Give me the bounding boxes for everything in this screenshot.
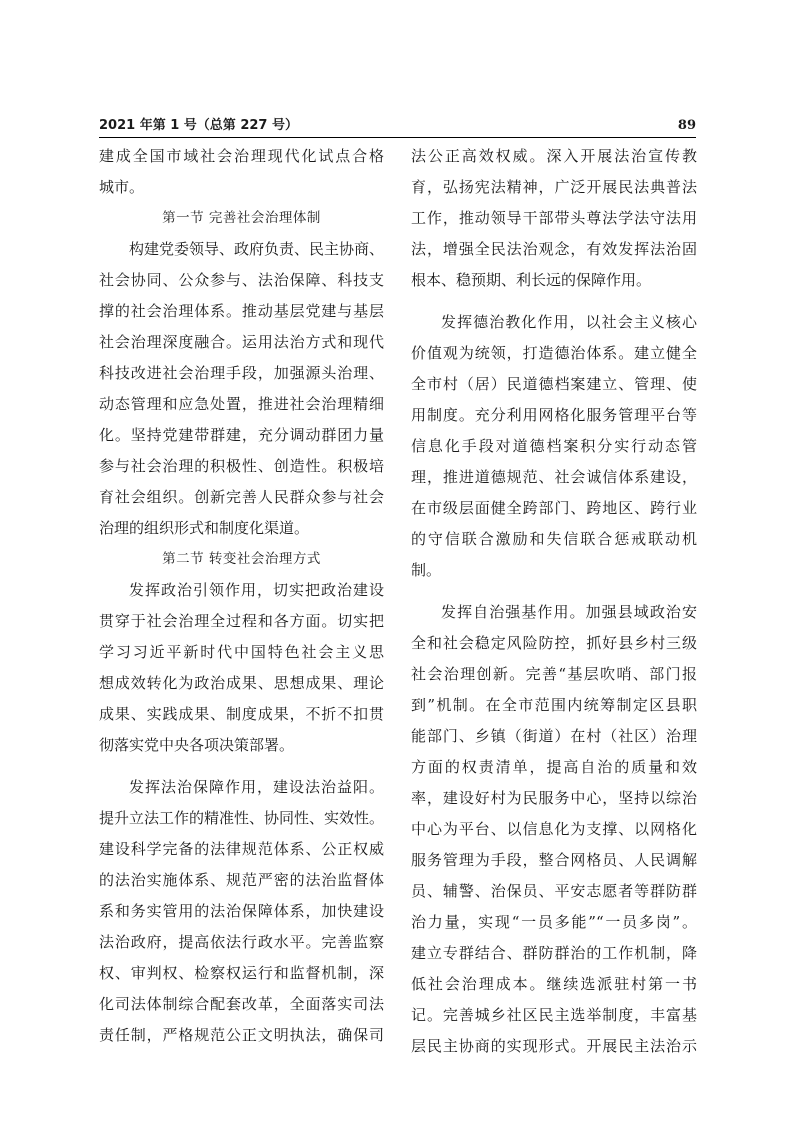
text-line: 发挥自治强基作用。加强县域政治安 — [441, 603, 697, 621]
text-line: 育，弘扬宪法精神，广泛开展民法典普法 — [411, 178, 697, 196]
text-line: 贯穿于社会治理全过程和各方面。切实把 — [99, 612, 384, 630]
page-number: 89 — [677, 118, 696, 133]
text-line: 城市。 — [99, 178, 145, 196]
text-line: 治理的组织形式和制度化渠道。 — [99, 519, 310, 537]
text-line: 撑的社会治理体系。推动基层党建与基层 — [99, 302, 384, 320]
text-line: 建设科学完备的法律规范体系、公正权威 — [99, 840, 384, 858]
text-line: 动态管理和应急处置，推进社会治理精细 — [99, 395, 384, 413]
text-line: 参与社会治理的积极性、创造性。积极培 — [99, 457, 384, 475]
text-line: 的守信联合激励和失信联合惩戒联动机 — [411, 530, 697, 548]
text-line: 法治政府，提高依法行政水平。完善监察 — [99, 933, 384, 951]
text-line: 权、审判权、检察权运行和监督机制，深 — [99, 964, 384, 982]
section-heading-1: 第一节 完善社会治理体制 — [162, 210, 321, 226]
text-line: 构建党委领导、政府负责、民主协商、 — [129, 240, 384, 258]
text-line: 中心为平台、以信息化为支撑、以网格化 — [411, 820, 697, 838]
text-line: 层民主协商的实现形式。开展民主法治示 — [411, 1037, 697, 1055]
text-line: 社会治理深度融合。运用法治方式和现代 — [99, 333, 384, 351]
text-line: 彻落实党中央各项决策部署。 — [99, 736, 295, 754]
text-line: 社会协同、公众参与、法治保障、科技支 — [99, 271, 384, 289]
text-line: 发挥法治保障作用，建设法治益阳。 — [129, 778, 384, 796]
text-line: 社会治理创新。完善“基层吹哨、部门报 — [411, 665, 697, 683]
text-line: 学习习近平新时代中国特色社会主义思 — [99, 643, 384, 661]
text-line: 建成全国市域社会治理现代化试点合格 — [99, 147, 384, 165]
text-line: 育社会组织。创新完善人民群众参与社会 — [99, 488, 384, 506]
running-header — [99, 117, 696, 138]
text-line: 发挥德治教化作用，以社会主义核心 — [441, 313, 697, 331]
text-line: 到”机制。在全市范围内统筹制定区县职 — [411, 696, 697, 714]
text-line: 提升立法工作的精准性、协同性、实效性。 — [99, 809, 384, 827]
text-line: 率，建设好村为民服务中心，坚持以综治 — [411, 789, 697, 807]
text-line: 信息化手段对道德档案积分实行动态管 — [411, 437, 697, 455]
text-line: 在市级层面健全跨部门、跨地区、跨行业 — [411, 499, 697, 517]
text-line: 法，增强全民法治观念，有效发挥法治固 — [411, 240, 697, 258]
text-line: 建立专群结合、群防群治的工作机制，降 — [411, 944, 697, 962]
text-line: 成果、实践成果、制度成果，不折不扣贯 — [99, 705, 384, 723]
section-heading-2: 第二节 转变社会治理方式 — [162, 551, 321, 567]
text-line: 价值观为统领，打造德治体系。建立健全 — [411, 344, 697, 362]
text-line: 治力量，实现“一员多能”“一员多岗”。 — [411, 913, 697, 931]
text-line: 全市村（居）民道德档案建立、管理、使 — [411, 375, 697, 393]
text-line: 记。完善城乡社区民主选举制度，丰富基 — [411, 1006, 697, 1024]
text-line: 法公正高效权威。深入开展法治宣传教 — [411, 147, 697, 165]
right-column — [411, 141, 697, 1062]
text-line: 化。坚持党建带群建，充分调动群团力量 — [99, 426, 384, 444]
text-line: 用制度。充分利用网格化服务管理平台等 — [411, 406, 697, 424]
text-line: 能部门、乡镇（街道）在村（社区）治理 — [411, 727, 697, 745]
text-line: 责任制，严格规范公正文明执法，确保司 — [99, 1026, 384, 1044]
text-line: 方面的权责清单，提高自治的质量和效 — [411, 758, 697, 776]
text-line: 根本、稳预期、利长远的保障作用。 — [411, 271, 652, 289]
text-line: 的法治实施体系、规范严密的法治监督体 — [99, 871, 384, 889]
text-line: 科技改进社会治理手段，加强源头治理、 — [99, 364, 384, 382]
text-line: 理，推进道德规范、社会诚信体系建设， — [411, 468, 697, 486]
text-line: 化司法体制综合配套改革，全面落实司法 — [99, 995, 384, 1013]
text-line: 发挥政治引领作用，切实把政治建设 — [129, 581, 384, 599]
text-line: 服务管理为手段，整合网格员、人民调解 — [411, 851, 697, 869]
text-line: 全和社会稳定风险防控，抓好县乡村三级 — [411, 634, 697, 652]
text-line: 工作，推动领导干部带头尊法学法守法用 — [411, 209, 697, 227]
left-column — [99, 141, 384, 1051]
text-line: 员、辅警、治保员、平安志愿者等群防群 — [411, 882, 697, 900]
text-line: 想成效转化为政治成果、思想成果、理论 — [99, 674, 384, 692]
text-line: 低社会治理成本。继续选派驻村第一书 — [411, 975, 697, 993]
text-line: 系和务实管用的法治保障体系，加快建设 — [99, 902, 384, 920]
journal-issue: 2021 年第 1 号（总第 227 号） — [99, 118, 298, 133]
text-line: 制。 — [411, 561, 442, 579]
